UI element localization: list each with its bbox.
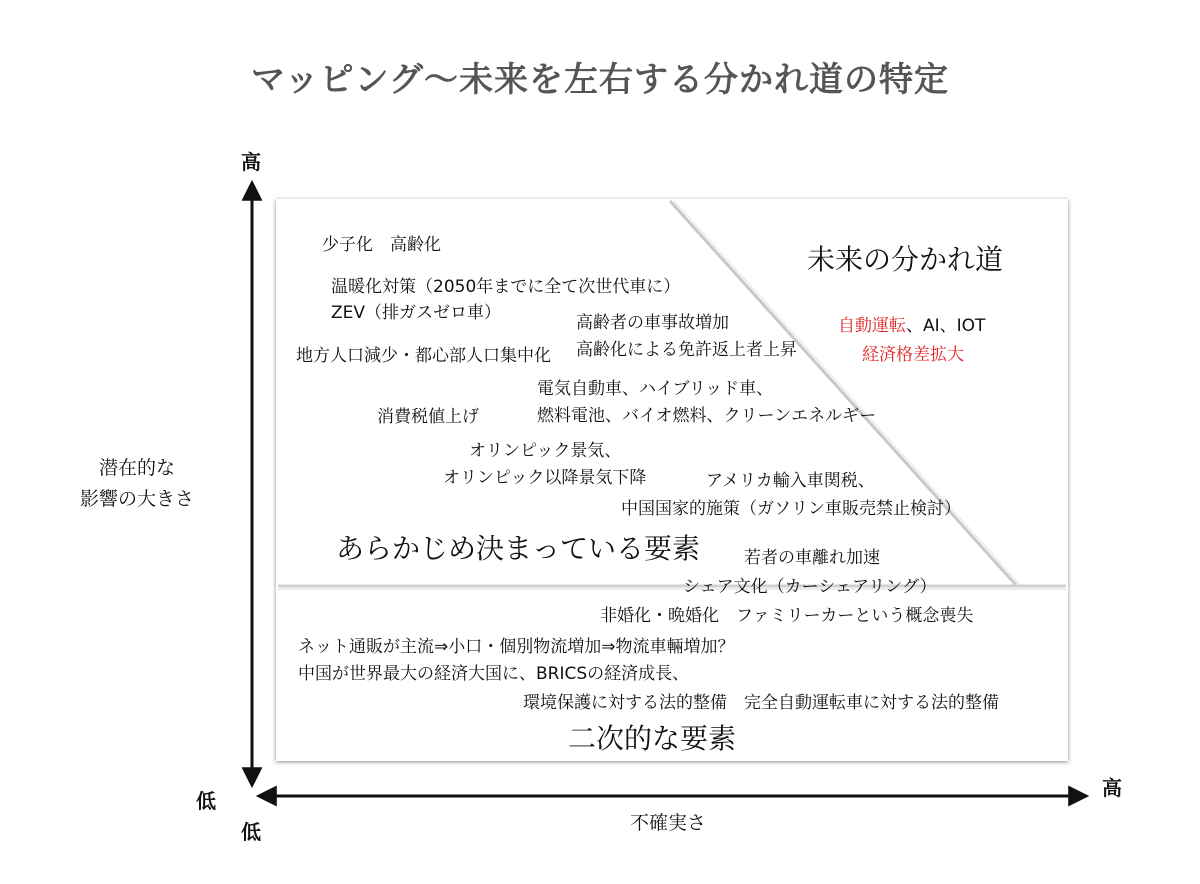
zone-secondary-label: 二次的な要素 xyxy=(568,722,737,755)
y-axis-label-line1: 潜在的な xyxy=(99,457,176,479)
y-axis-label-line2: 影響の大きさ xyxy=(80,488,195,510)
item-env-law: 環境保護に対する法的整備 完全自動運転車に対する法的整備 xyxy=(523,693,999,713)
x-axis-high-label: 高 xyxy=(1102,776,1122,800)
item-tax: 消費税値上げ xyxy=(377,407,479,427)
item-zev: ZEV（排ガスゼロ車） xyxy=(331,303,502,323)
item-autonomous xyxy=(838,314,985,338)
item-elderly-accidents: 高齢者の車事故増加 xyxy=(576,313,729,333)
page-title: マッピング〜未来を左右する分かれ道の特定 xyxy=(251,60,949,100)
item-depopulation: 地方人口減少・都心部人口集中化 xyxy=(296,346,551,366)
origin-low-label-y: 低 xyxy=(196,789,216,813)
item-autonomous-rest: 、AI、IOT xyxy=(906,316,986,336)
origin-low-label-x: 低 xyxy=(241,820,261,844)
item-autonomous-highlight: 自動運転 xyxy=(838,316,906,336)
item-share: シェア文化（カーシェアリング） xyxy=(683,577,937,597)
item-ev-line1: 電気自動車、ハイブリッド車、 xyxy=(537,379,774,399)
item-us-tariff: アメリカ輸入車関税、 xyxy=(706,471,875,491)
x-axis-label: 不確実さ xyxy=(630,812,707,834)
item-china-policy: 中国国家的施策（ガソリン車販売禁止検討） xyxy=(621,499,961,519)
zone-future-label: 未来の分かれ道 xyxy=(807,243,1004,276)
item-aging: 少子化 高齢化 xyxy=(322,235,441,255)
item-olympic-line1: オリンピック景気、 xyxy=(469,441,622,461)
item-warming: 温暖化対策（2050年までに全て次世代車に） xyxy=(331,277,681,297)
item-unmarried: 非婚化・晩婚化 ファミリーカーという概念喪失 xyxy=(600,606,974,626)
y-axis-high-label: 高 xyxy=(241,150,261,174)
item-ecommerce: ネット通販が主流⇒小口・個別物流増加⇒物流車輛増加？ xyxy=(298,637,735,657)
item-china-economy: 中国が世界最大の経済大国に、BRICSの経済成長、 xyxy=(298,664,690,684)
item-youth: 若者の車離れ加速 xyxy=(744,548,880,568)
zone-predetermined-label: あらかじめ決まっている要素 xyxy=(336,532,701,565)
item-inequality: 経済格差拡大 xyxy=(862,345,964,365)
item-ev-line2: 燃料電池、バイオ燃料、クリーンエネルギー xyxy=(537,406,877,426)
item-olympic-line2: オリンピック以降景気下降 xyxy=(443,468,647,488)
item-license-return: 高齢化による免許返上者上昇 xyxy=(576,340,797,360)
